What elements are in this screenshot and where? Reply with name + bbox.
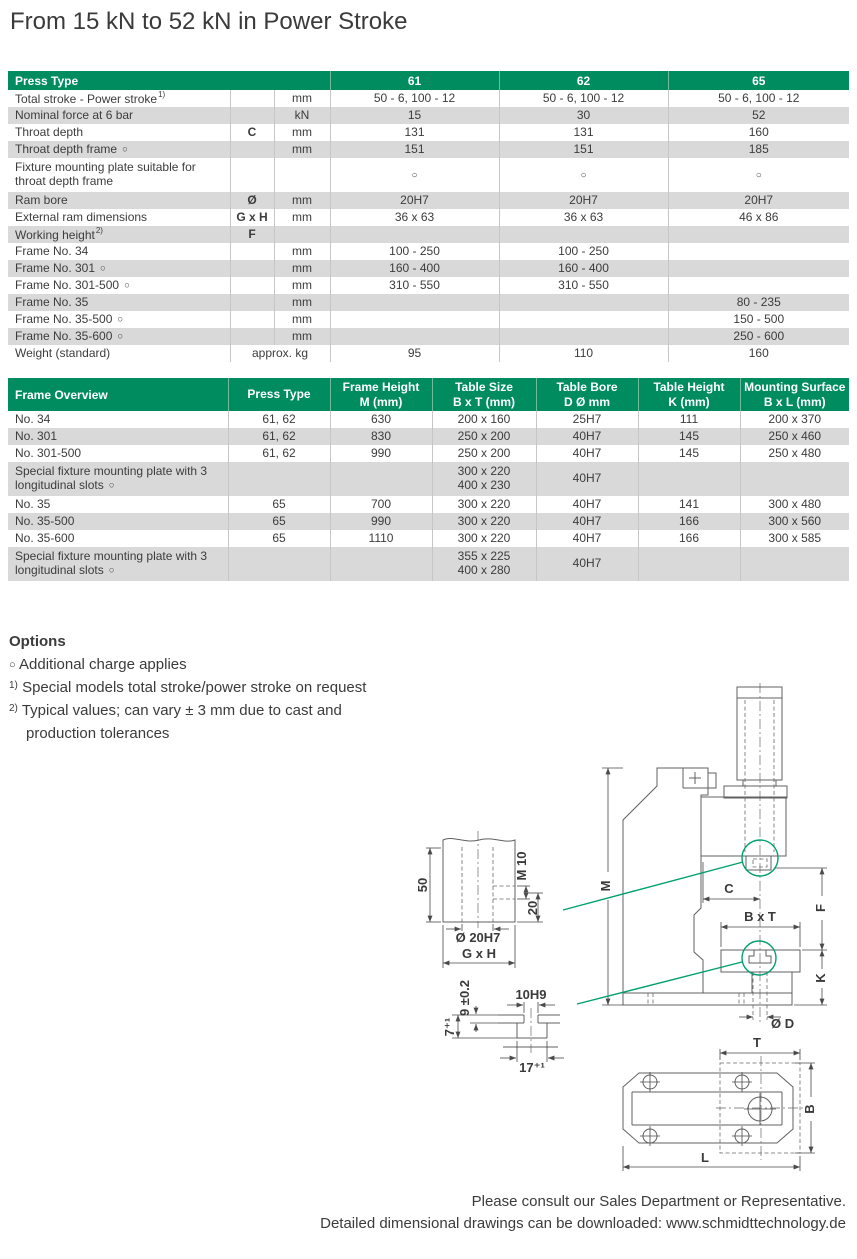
press-spec-row	[8, 192, 849, 209]
row-label-text: Frame No. 35	[15, 294, 89, 309]
row-label-text: Working height	[15, 227, 95, 242]
spec-value: 52	[668, 107, 849, 124]
options-item	[9, 654, 413, 677]
row-label	[8, 90, 230, 107]
mounting-surface-value	[740, 547, 849, 581]
row-label	[8, 107, 230, 124]
press-type-value: 61, 62	[228, 411, 330, 428]
row-label	[8, 328, 230, 345]
frame-overview-row	[8, 530, 849, 547]
spec-value: 20H7	[668, 192, 849, 209]
dim-label-50: 50	[415, 877, 430, 893]
row-label-text: Weight (standard)	[15, 345, 111, 360]
row-label	[8, 209, 230, 226]
frame-height-value: 630	[330, 411, 432, 428]
spec-value: 50 - 6, 100 - 12	[330, 90, 499, 107]
col-frame-height	[330, 378, 432, 411]
table1-title: Press Type	[8, 71, 330, 90]
spec-value: 100 - 250	[499, 243, 668, 260]
spec-value: 250 - 600	[668, 328, 849, 345]
options-item-text: Special models total stroke/power stroke on request	[22, 679, 367, 696]
col-table-size	[432, 378, 536, 411]
press-type-value: 61, 62	[228, 428, 330, 445]
spec-value: 160	[668, 345, 849, 362]
spec-value: 95	[330, 345, 499, 362]
option-circle-icon: ○	[122, 143, 128, 155]
option-circle-icon: ○	[108, 479, 115, 491]
table-size-value: 355 x 225 400 x 280	[432, 547, 536, 581]
table-top-view-drawing	[623, 1035, 817, 1171]
frame-height-value: 990	[330, 513, 432, 530]
spec-value: 80 - 235	[668, 294, 849, 311]
mounting-surface-value: 300 x 480	[740, 496, 849, 513]
leader-line-ram	[563, 862, 743, 910]
col-line: M (mm)	[359, 394, 403, 409]
row-label	[8, 226, 230, 243]
dimensional-drawings	[400, 680, 857, 1185]
option-circle-icon: ○	[755, 170, 762, 182]
spec-value: 36 x 63	[330, 209, 499, 226]
dimension-symbol	[230, 260, 274, 277]
row-label	[8, 547, 228, 581]
mounting-surface-value: 300 x 560	[740, 513, 849, 530]
col-line: Frame Height	[342, 379, 420, 394]
dim-label-od: Ø D	[771, 1016, 795, 1031]
table-height-value: 145	[638, 428, 740, 445]
row-label	[8, 445, 228, 462]
press-spec-row	[8, 345, 849, 362]
col-press-62: 62	[499, 71, 668, 90]
mounting-surface-value: 250 x 460	[740, 428, 849, 445]
col-line: D Ø mm	[563, 394, 610, 409]
press-type-value	[228, 462, 330, 496]
page-title: From 15 kN to 52 kN in Power Stroke	[10, 8, 408, 35]
unit-label: mm	[274, 294, 330, 311]
row-label	[8, 243, 230, 260]
footnote-marker: 2)	[95, 225, 103, 235]
tslot-detail-drawing	[442, 980, 564, 1075]
table-size-value: 250 x 200	[432, 428, 536, 445]
col-line: B x T (mm)	[452, 394, 515, 409]
col-line: B x L (mm)	[763, 394, 826, 409]
row-label-text: Throat depth	[15, 124, 84, 139]
col-line: Table Bore	[556, 379, 618, 394]
spec-value: 310 - 550	[330, 277, 499, 294]
dimension-symbol: C	[230, 124, 274, 141]
press-spec-table	[8, 71, 849, 362]
spec-value	[668, 260, 849, 277]
frame-height-value: 830	[330, 428, 432, 445]
spec-value	[330, 226, 499, 243]
mounting-surface-value: 200 x 370	[740, 411, 849, 428]
table-bore-value: 40H7	[536, 496, 638, 513]
row-label	[8, 428, 228, 445]
row-label	[8, 462, 228, 496]
ram-detail-drawing	[415, 831, 543, 968]
press-type-value	[228, 547, 330, 581]
dim-label-m10: M 10	[514, 851, 529, 881]
dim-label-bxt: B x T	[744, 909, 776, 924]
dimension-symbol: Ø	[230, 192, 274, 209]
spec-value: 20H7	[330, 192, 499, 209]
dim-label-7: 7⁺¹	[442, 1017, 457, 1037]
footnote-marker: 2)	[9, 703, 18, 714]
row-label-text: Frame No. 301	[15, 260, 96, 275]
col-line: Table Size	[455, 379, 513, 394]
table-bore-value: 40H7	[536, 462, 638, 496]
col-line: Mounting Surface	[744, 379, 846, 394]
dim-label-bore: Ø 20H7	[455, 930, 501, 945]
spec-value: 50 - 6, 100 - 12	[668, 90, 849, 107]
table-bore-value: 40H7	[536, 428, 638, 445]
press-spec-row	[8, 260, 849, 277]
frame-height-value: 990	[330, 445, 432, 462]
col-press-type	[228, 378, 330, 411]
option-circle-icon: ○	[117, 330, 124, 342]
press-spec-row	[8, 294, 849, 311]
row-label-text: Frame No. 34	[15, 243, 89, 258]
dimension-symbol	[230, 294, 274, 311]
dimension-symbol	[230, 328, 274, 345]
spec-value: 131	[499, 124, 668, 141]
spec-value	[499, 294, 668, 311]
table-size-value: 300 x 220	[432, 496, 536, 513]
col-line: Press Type	[247, 387, 311, 401]
spec-value	[668, 226, 849, 243]
unit-label: mm	[274, 328, 330, 345]
press-type-value: 61, 62	[228, 445, 330, 462]
row-label-text: Total stroke - Power stroke	[15, 91, 158, 106]
spec-value	[499, 226, 668, 243]
dim-label-c: C	[724, 881, 734, 896]
table-height-value: 145	[638, 445, 740, 462]
spec-value	[330, 294, 499, 311]
mounting-surface-value: 250 x 480	[740, 445, 849, 462]
row-label	[8, 311, 230, 328]
spec-value: 15	[330, 107, 499, 124]
options-item-text: Additional charge applies	[19, 656, 187, 673]
dim-label-k: K	[813, 973, 828, 983]
unit-label: mm	[274, 124, 330, 141]
row-label	[8, 530, 228, 547]
table-height-value: 166	[638, 530, 740, 547]
frame-overview-row	[8, 547, 849, 581]
options-section	[9, 633, 413, 744]
table-height-value: 141	[638, 496, 740, 513]
dimension-symbol	[230, 141, 274, 158]
dimension-symbol: G x H	[230, 209, 274, 226]
row-label-text: Frame No. 35-500	[15, 311, 113, 326]
dimension-symbol	[230, 90, 274, 107]
col-table-bore	[536, 378, 638, 411]
press-type-value: 65	[228, 513, 330, 530]
option-circle-icon: ○	[108, 564, 115, 576]
row-label-text: Fixture mounting plate suitable for throat depth frame	[15, 160, 196, 188]
spec-value	[330, 328, 499, 345]
press-spec-row	[8, 311, 849, 328]
press-spec-row	[8, 124, 849, 141]
col-press-61: 61	[330, 71, 499, 90]
options-heading: Options	[9, 633, 66, 650]
row-label-text: Nominal force at 6 bar	[15, 107, 134, 122]
frame-height-value: 700	[330, 496, 432, 513]
spec-value	[668, 158, 849, 192]
dim-label-t: T	[753, 1035, 761, 1050]
spec-value: 30	[499, 107, 668, 124]
row-label-text: No. 35-500	[15, 513, 75, 528]
press-side-view-drawing	[598, 683, 828, 1031]
dimension-symbol	[230, 107, 274, 124]
dim-label-l: L	[701, 1150, 709, 1165]
row-label-text: Special fixture mounting plate with 3 longitudinal slots	[15, 464, 208, 492]
press-spec-row	[8, 90, 849, 107]
spec-value: 46 x 86	[668, 209, 849, 226]
dim-label-10h9: 10H9	[515, 987, 547, 1002]
frame-overview-row	[8, 496, 849, 513]
spec-value: 150 - 500	[668, 311, 849, 328]
row-label	[8, 411, 228, 428]
spec-value	[499, 158, 668, 192]
frame-height-value	[330, 462, 432, 496]
option-circle-icon: ○	[117, 313, 124, 325]
table-height-value	[638, 462, 740, 496]
press-spec-row	[8, 158, 849, 192]
unit-label: mm	[274, 192, 330, 209]
footnote-marker: 1)	[158, 89, 166, 99]
press-spec-row	[8, 243, 849, 260]
press-spec-row	[8, 277, 849, 294]
unit-label	[274, 226, 330, 243]
circle-marker: ○	[9, 659, 16, 671]
spec-value: 160 - 400	[330, 260, 499, 277]
dimension-symbol	[230, 243, 274, 260]
spec-value	[499, 328, 668, 345]
row-label-text: No. 34	[15, 411, 51, 426]
option-circle-icon: ○	[580, 170, 587, 182]
spec-value	[330, 311, 499, 328]
press-spec-row	[8, 141, 849, 158]
col-press-65: 65	[668, 71, 849, 90]
dim-label-f: F	[813, 904, 828, 912]
row-label-text: Throat depth frame	[15, 141, 118, 156]
unit-label: mm	[274, 243, 330, 260]
footer	[320, 1191, 846, 1235]
press-type-value: 65	[228, 530, 330, 547]
row-label	[8, 496, 228, 513]
dim-label-m: M	[598, 880, 613, 892]
frame-overview-row	[8, 428, 849, 445]
row-label-text: Frame No. 35-600	[15, 328, 113, 343]
spec-value: 50 - 6, 100 - 12	[499, 90, 668, 107]
frame-overview-row	[8, 513, 849, 530]
option-circle-icon: ○	[100, 262, 106, 274]
frame-overview-row	[8, 445, 849, 462]
footer-line-1: Please consult our Sales Department or Representative.	[471, 1193, 846, 1210]
unit-label: mm	[274, 209, 330, 226]
spec-value	[330, 158, 499, 192]
table-bore-value: 25H7	[536, 411, 638, 428]
option-circle-icon: ○	[124, 279, 130, 291]
option-circle-icon: ○	[411, 170, 418, 182]
row-label	[8, 141, 230, 158]
dim-label-20: 20	[525, 900, 540, 916]
table-bore-value: 40H7	[536, 530, 638, 547]
table-bore-value: 40H7	[536, 513, 638, 530]
row-label	[8, 513, 228, 530]
col-line: K (mm)	[668, 394, 710, 409]
frame-height-value	[330, 547, 432, 581]
row-label-text: No. 35	[15, 496, 51, 511]
mounting-surface-value	[740, 462, 849, 496]
press-spec-row	[8, 328, 849, 345]
table-bore-value: 40H7	[536, 445, 638, 462]
unit-label: mm	[274, 90, 330, 107]
table-size-value: 300 x 220	[432, 530, 536, 547]
table-height-value	[638, 547, 740, 581]
unit-label: approx. kg	[230, 345, 330, 362]
footnote-marker: 1)	[9, 680, 18, 691]
unit-label: mm	[274, 260, 330, 277]
row-label-text: Frame No. 301-500	[15, 277, 120, 292]
table-size-value: 300 x 220	[432, 513, 536, 530]
table-size-value: 250 x 200	[432, 445, 536, 462]
frame-overview-table	[8, 378, 849, 581]
spec-value: 36 x 63	[499, 209, 668, 226]
table-height-value: 166	[638, 513, 740, 530]
spec-value	[668, 277, 849, 294]
spec-value: 185	[668, 141, 849, 158]
unit-label: kN	[274, 107, 330, 124]
spec-value: 100 - 250	[330, 243, 499, 260]
spec-value: 110	[499, 345, 668, 362]
row-label-text: External ram dimensions	[15, 209, 148, 224]
unit-label: mm	[274, 141, 330, 158]
row-label-text: No. 301-500	[15, 445, 82, 460]
row-label	[8, 277, 230, 294]
row-label	[8, 294, 230, 311]
col-table-height	[638, 378, 740, 411]
frame-overview-header-row	[8, 378, 849, 411]
row-label	[8, 192, 230, 209]
spec-value: 151	[330, 141, 499, 158]
dim-label-17: 17⁺¹	[519, 1060, 545, 1075]
frame-overview-row	[8, 462, 849, 496]
col-mounting-surface	[740, 378, 849, 411]
table-height-value: 111	[638, 411, 740, 428]
unit-label: mm	[274, 311, 330, 328]
dim-label-9: 9 ±0.2	[457, 979, 472, 1017]
row-label	[8, 345, 230, 362]
press-spec-row	[8, 209, 849, 226]
spec-value	[499, 311, 668, 328]
options-item-text: Typical values; can vary ± 3 mm due to cast and production tolerances	[21, 702, 342, 742]
press-type-value: 65	[228, 496, 330, 513]
frame-overview-row	[8, 411, 849, 428]
unit-label	[274, 158, 330, 192]
spec-value: 131	[330, 124, 499, 141]
row-label-text: No. 35-600	[15, 530, 75, 545]
leader-line-slot	[577, 962, 742, 1004]
col-line: Table Height	[653, 379, 725, 394]
dimension-symbol	[230, 311, 274, 328]
table2-title: Frame Overview	[8, 378, 228, 411]
mounting-surface-value: 300 x 585	[740, 530, 849, 547]
table-bore-value: 40H7	[536, 547, 638, 581]
dimension-symbol	[230, 158, 274, 192]
row-label	[8, 124, 230, 141]
options-item	[9, 700, 413, 744]
unit-label: mm	[274, 277, 330, 294]
spec-value: 160	[668, 124, 849, 141]
footer-line-2: Detailed dimensional drawings can be downloaded: www.schmidttechnology.de	[320, 1215, 846, 1232]
dimension-symbol: F	[230, 226, 274, 243]
table-size-value: 300 x 220 400 x 230	[432, 462, 536, 496]
row-label-text: No. 301	[15, 428, 58, 443]
press-spec-row	[8, 107, 849, 124]
spec-value	[668, 243, 849, 260]
spec-value: 151	[499, 141, 668, 158]
row-label	[8, 260, 230, 277]
row-label	[8, 158, 230, 192]
row-label-text: Special fixture mounting plate with 3 longitudinal slots	[15, 549, 208, 577]
row-label-text: Ram bore	[15, 192, 68, 207]
dimension-symbol	[230, 277, 274, 294]
spec-value: 160 - 400	[499, 260, 668, 277]
press-spec-row	[8, 226, 849, 243]
table-size-value: 200 x 160	[432, 411, 536, 428]
press-spec-header-row	[8, 71, 849, 90]
spec-value: 20H7	[499, 192, 668, 209]
options-item	[9, 677, 413, 700]
spec-value: 310 - 550	[499, 277, 668, 294]
dim-label-b: B	[802, 1104, 817, 1114]
frame-height-value: 1110	[330, 530, 432, 547]
dim-label-gxh: G x H	[462, 946, 496, 961]
options-list	[9, 654, 413, 744]
